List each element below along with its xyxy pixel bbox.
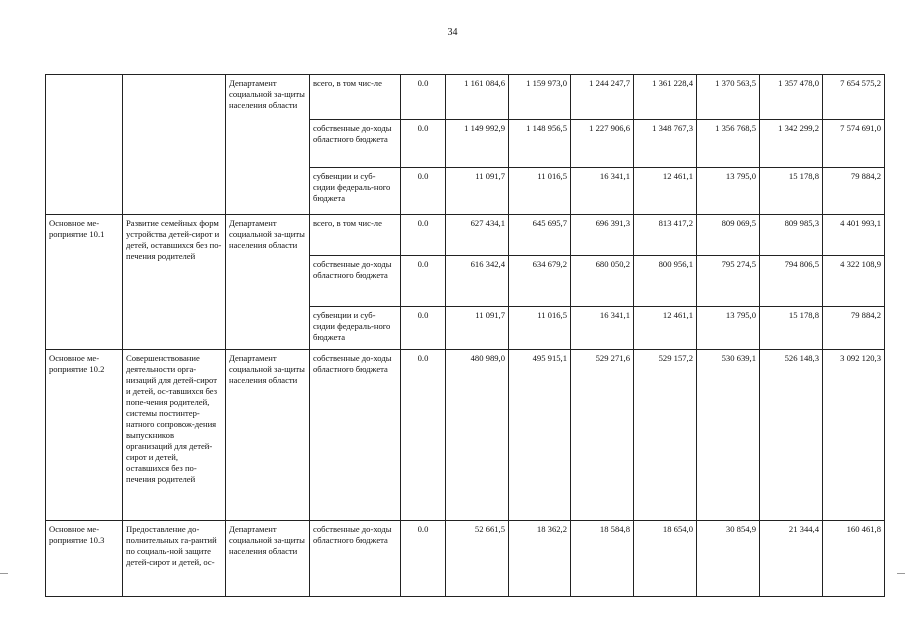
year-value-cell: 1 361 228,4 xyxy=(634,75,697,120)
budget-table xyxy=(45,74,885,597)
executor-cell: Департамент социальной за-щиты населения области xyxy=(226,215,310,350)
event-cell: Основное ме-роприятие 10.2 xyxy=(46,350,123,521)
year-value-cell: 18 654,0 xyxy=(634,521,697,597)
total-value-cell: 4 401 993,1 xyxy=(823,215,885,256)
year-value-cell: 1 159 973,0 xyxy=(509,75,571,120)
funding-source-cell: собственные до-ходы областного бюджета xyxy=(310,256,401,307)
year-value-cell: 1 244 247,7 xyxy=(571,75,634,120)
table-row xyxy=(46,521,885,597)
year-value-cell: 11 016,5 xyxy=(509,307,571,350)
year-value-cell: 680 050,2 xyxy=(571,256,634,307)
year-value-cell: 11 016,5 xyxy=(509,168,571,215)
year-value-cell: 1 356 768,5 xyxy=(697,120,760,168)
total-value-cell: 3 092 120,3 xyxy=(823,350,885,521)
funding-source-cell: субвенции и суб-сидии федераль-ного бюджета xyxy=(310,168,401,215)
rate-cell: 0.0 xyxy=(401,256,446,307)
event-name-cell: Предоставление до-полнительных га-рантий по социаль-ной защите детей-сирот и детей, ос- xyxy=(123,521,226,597)
year-value-cell: 13 795,0 xyxy=(697,307,760,350)
year-value-cell: 15 178,8 xyxy=(760,168,823,215)
year-value-cell: 12 461,1 xyxy=(634,307,697,350)
year-value-cell: 1 342 299,2 xyxy=(760,120,823,168)
year-value-cell: 809 069,5 xyxy=(697,215,760,256)
margin-mark-right xyxy=(897,573,905,574)
year-value-cell: 529 157,2 xyxy=(634,350,697,521)
total-value-cell: 79 884,2 xyxy=(823,168,885,215)
total-value-cell: 79 884,2 xyxy=(823,307,885,350)
table-row xyxy=(46,215,885,256)
funding-source-cell: собственные до-ходы областного бюджета xyxy=(310,521,401,597)
executor-cell: Департамент социальной за-щиты населения области xyxy=(226,75,310,215)
funding-source-cell: субвенции и суб-сидии федераль-ного бюджета xyxy=(310,307,401,350)
year-value-cell: 1 357 478,0 xyxy=(760,75,823,120)
page-number: 34 xyxy=(447,27,458,38)
year-value-cell: 813 417,2 xyxy=(634,215,697,256)
year-value-cell: 809 985,3 xyxy=(760,215,823,256)
event-cell: Основное ме-роприятие 10.3 xyxy=(46,521,123,597)
event-name-cell: Совершенствование деятельности орга-низаций для детей-сирот и детей, ос-тавшихся без попе-чения родителей, системы постинтер-натного сопровож-дения выпускников организаций для детей-сирот и детей, оставшихся без по-печения родителей xyxy=(123,350,226,521)
year-value-cell: 1 370 563,5 xyxy=(697,75,760,120)
executor-cell: Департамент социальной за-щиты населения области xyxy=(226,350,310,521)
margin-mark-left xyxy=(0,573,8,574)
year-value-cell: 30 854,9 xyxy=(697,521,760,597)
rate-cell: 0.0 xyxy=(401,215,446,256)
year-value-cell: 18 584,8 xyxy=(571,521,634,597)
total-value-cell: 7 654 575,2 xyxy=(823,75,885,120)
year-value-cell: 11 091,7 xyxy=(446,168,509,215)
year-value-cell: 530 639,1 xyxy=(697,350,760,521)
event-name-cell xyxy=(123,75,226,215)
table-row xyxy=(46,75,885,120)
rate-cell: 0.0 xyxy=(401,75,446,120)
rate-cell: 0.0 xyxy=(401,120,446,168)
year-value-cell: 16 341,1 xyxy=(571,307,634,350)
year-value-cell: 1 148 956,5 xyxy=(509,120,571,168)
executor-cell: Департамент социальной за-щиты населения области xyxy=(226,521,310,597)
year-value-cell: 495 915,1 xyxy=(509,350,571,521)
year-value-cell: 645 695,7 xyxy=(509,215,571,256)
event-name-cell: Развитие семейных форм устройства детей-сирот и детей, оставшихся без по-печения родителей xyxy=(123,215,226,350)
year-value-cell: 800 956,1 xyxy=(634,256,697,307)
funding-source-cell: всего, в том чис-ле xyxy=(310,215,401,256)
year-value-cell: 1 161 084,6 xyxy=(446,75,509,120)
year-value-cell: 696 391,3 xyxy=(571,215,634,256)
funding-source-cell: всего, в том чис-ле xyxy=(310,75,401,120)
year-value-cell: 794 806,5 xyxy=(760,256,823,307)
year-value-cell: 1 227 906,6 xyxy=(571,120,634,168)
total-value-cell: 160 461,8 xyxy=(823,521,885,597)
funding-source-cell: собственные до-ходы областного бюджета xyxy=(310,120,401,168)
year-value-cell: 634 679,2 xyxy=(509,256,571,307)
year-value-cell: 795 274,5 xyxy=(697,256,760,307)
event-cell: Основное ме-роприятие 10.1 xyxy=(46,215,123,350)
year-value-cell: 15 178,8 xyxy=(760,307,823,350)
year-value-cell: 526 148,3 xyxy=(760,350,823,521)
year-value-cell: 12 461,1 xyxy=(634,168,697,215)
year-value-cell: 627 434,1 xyxy=(446,215,509,256)
funding-source-cell: собственные до-ходы областного бюджета xyxy=(310,350,401,521)
year-value-cell: 13 795,0 xyxy=(697,168,760,215)
year-value-cell: 480 989,0 xyxy=(446,350,509,521)
rate-cell: 0.0 xyxy=(401,350,446,521)
year-value-cell: 21 344,4 xyxy=(760,521,823,597)
total-value-cell: 4 322 108,9 xyxy=(823,256,885,307)
year-value-cell: 616 342,4 xyxy=(446,256,509,307)
rate-cell: 0.0 xyxy=(401,521,446,597)
year-value-cell: 1 149 992,9 xyxy=(446,120,509,168)
total-value-cell: 7 574 691,0 xyxy=(823,120,885,168)
rate-cell: 0.0 xyxy=(401,168,446,215)
year-value-cell: 18 362,2 xyxy=(509,521,571,597)
event-cell xyxy=(46,75,123,215)
rate-cell: 0.0 xyxy=(401,307,446,350)
table-row xyxy=(46,350,885,521)
year-value-cell: 529 271,6 xyxy=(571,350,634,521)
year-value-cell: 52 661,5 xyxy=(446,521,509,597)
year-value-cell: 1 348 767,3 xyxy=(634,120,697,168)
year-value-cell: 16 341,1 xyxy=(571,168,634,215)
year-value-cell: 11 091,7 xyxy=(446,307,509,350)
